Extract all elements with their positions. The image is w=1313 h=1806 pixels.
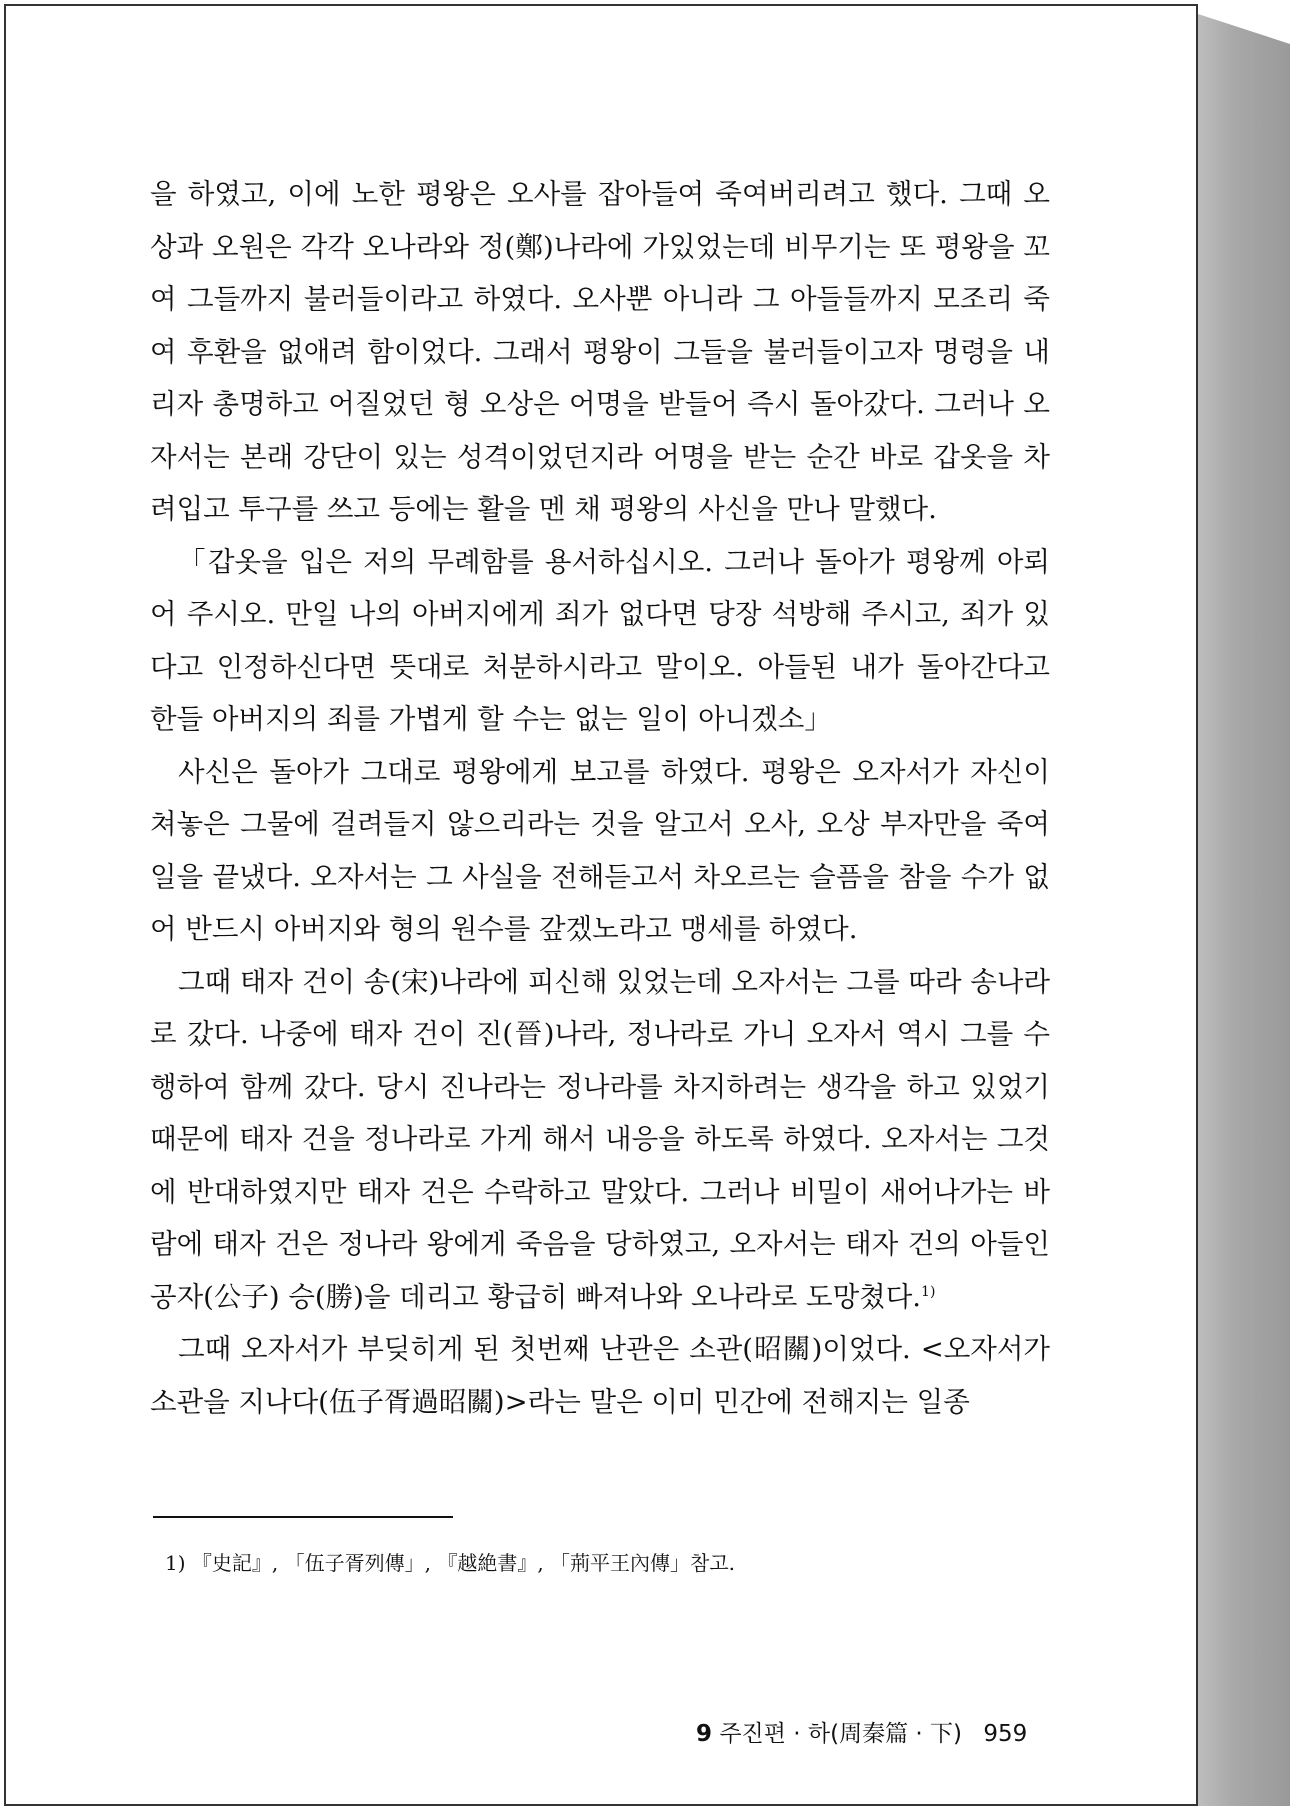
paragraph-2: 「갑옷을 입은 저의 무례함를 용서하십시오. 그러나 돌아가 평왕께 아뢰어 주시오. 만일 나의 아버지에게 죄가 없다면 당장 석방해 주시고, 죄가 있다고 인정하신다면 뜻대로 처분하시라고 말이오. 아들된 내가 돌아간다고 한들 아버지의 죄를 가볍게 할 수는 없는 일이 아니겠소」: [150, 545, 1050, 735]
footnote-ref: 1): [921, 1283, 936, 1300]
chapter-title: 주진편 · 하(周秦篇 · 下): [719, 1721, 963, 1747]
footnote: 1) 『史記』, 「伍子胥列傳」, 『越絶書』, 「荊平王內傳」참고.: [165, 1551, 736, 1575]
chapter-number: 9: [696, 1721, 713, 1747]
body-text: [150, 168, 1050, 1428]
page-number: 959: [983, 1721, 1028, 1747]
running-footer: [696, 1719, 1027, 1749]
book-edge: [1198, 14, 1290, 1806]
paragraph-5: 그때 오자서가 부딪히게 된 첫번째 난관은 소관(昭關)이었다. <오자서가 소관을 지나다(伍子胥過昭關)>라는 말은 이미 민간에 전해지는 일종: [150, 1333, 1050, 1418]
paragraph-4: [150, 956, 1050, 1324]
paragraph-3: 사신은 돌아가 그대로 평왕에게 보고를 하였다. 평왕은 오자서가 자신이 쳐놓은 그물에 걸려들지 않으리라는 것을 알고서 오사, 오상 부자만을 죽여 일을 끝냈다. 오자서는 그 사실을 전해듣고서 차오르는 슬픔을 참을 수가 없어 반드시 아버지와 형의 원수를 갚겠노라고 맹세를 하였다.: [150, 755, 1050, 945]
paragraph-4-text: 그때 태자 건이 송(宋)나라에 피신해 있었는데 오자서는 그를 따라 송나라로 갔다. 나중에 태자 건이 진(晉)나라, 정나라로 가니 오자서 역시 그를 수행하여 함께 갔다. 당시 진나라는 정나라를 차지하려는 생각을 하고 있었기 때문에 태자 건을 정나라로 가게 해서 내응을 하도록 하였다. 오자서는 그것에 반대하였지만 태자 건은 수락하고 말았다. 그러나 비밀이 새어나가는 바람에 태자 건은 정나라 왕에게 죽음을 당하였고, 오자서는 태자 건의 아들인 공자(公子) 승(勝)을 데리고 황급히 빠져나와 오나라로 도망쳤다.: [150, 965, 1050, 1313]
paragraph-1: 을 하였고, 이에 노한 평왕은 오사를 잡아들여 죽여버리려고 했다. 그때 오상과 오원은 각각 오나라와 정(鄭)나라에 가있었는데 비무기는 또 평왕을 꼬여 그들까지 불러들이라고 하였다. 오사뿐 아니라 그 아들들까지 모조리 죽여 후환을 없애려 함이었다. 그래서 평왕이 그들을 불러들이고자 명령을 내리자 총명하고 어질었던 형 오상은 어명을 받들어 즉시 돌아갔다. 그러나 오자서는 본래 강단이 있는 성격이었던지라 어명을 받는 순간 바로 갑옷을 차려입고 투구를 쓰고 등에는 활을 멘 채 평왕의 사신을 만나 말했다.: [150, 178, 1050, 525]
footnote-divider: [153, 1516, 453, 1518]
